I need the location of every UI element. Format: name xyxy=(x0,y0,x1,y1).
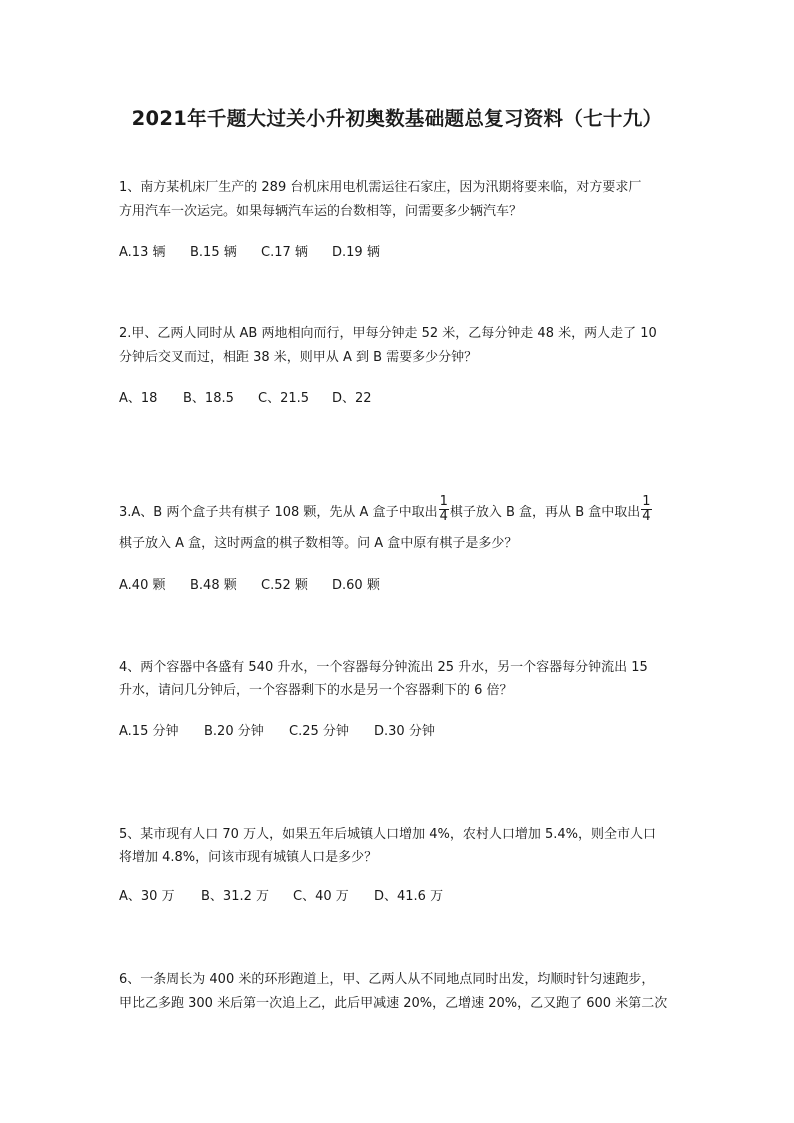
question-2-line-2: 分钟后交叉而过，相距 38 米，则甲从 A 到 B 需要多少分钟？ xyxy=(119,350,478,365)
fraction-numerator: 1 xyxy=(642,494,651,509)
option-d: D.19 辆 xyxy=(332,245,380,260)
option-a: A.40 颗 xyxy=(119,578,166,593)
question-1-line-1: 1、南方某机床厂生产的 289 台机床用电机需运往石家庄，因为汛期将要来临，对方要求厂 xyxy=(119,180,642,195)
option-c: C.52 颗 xyxy=(261,578,308,593)
question-3-line-1 xyxy=(119,494,653,528)
question-3-text-part-1: 3.A、B 两个盒子共有棋子 108 颗，先从 A 盒子中取出 xyxy=(119,505,438,520)
fraction-numerator: 1 xyxy=(439,494,448,509)
question-3-options xyxy=(119,576,380,596)
option-b: B.20 分钟 xyxy=(204,724,264,739)
question-4-line-2: 升水，请问几分钟后，一个容器剩下的水是另一个容器剩下的 6 倍？ xyxy=(119,683,513,698)
option-a: A、30 万 xyxy=(119,889,175,904)
option-b: B.15 辆 xyxy=(190,245,237,260)
fraction-one-quarter xyxy=(641,495,651,524)
question-2-options xyxy=(119,389,372,409)
question-5-line-1: 5、某市现有人口 70 万人，如果五年后城镇人口增加 4%，农村人口增加 5.4%，则全市人口 xyxy=(119,827,656,842)
option-d: D、22 xyxy=(332,391,372,406)
option-c: C.17 辆 xyxy=(261,245,308,260)
option-d: D、41.6 万 xyxy=(374,889,444,904)
question-4-options xyxy=(119,722,435,742)
question-6-line-2: 甲比乙多跑 300 米后第一次追上乙，此后甲减速 20%，乙增速 20%，乙又跑了 600 米第二次 xyxy=(119,996,668,1011)
question-1-options xyxy=(119,243,380,263)
question-2-line-1: 2.甲、乙两人同时从 AB 两地相向而行，甲每分钟走 52 米，乙每分钟走 48 米，两人走了 10 xyxy=(119,326,657,341)
question-4-line-1: 4、两个容器中各盛有 540 升水，一个容器每分钟流出 25 升水，另一个容器每分钟流出 15 xyxy=(119,660,648,675)
question-5-options xyxy=(119,887,443,907)
question-3-line-2: 棋子放入 A 盒，这时两盒的棋子数相等。问 A 盒中原有棋子是多少？ xyxy=(119,536,518,551)
option-c: C.25 分钟 xyxy=(289,724,349,739)
page-title: 2021年千题大过关小升初奥数基础题总复习资料（七十九） xyxy=(131,107,663,130)
option-a: A、18 xyxy=(119,391,158,406)
option-b: B、31.2 万 xyxy=(201,889,269,904)
fraction-one-quarter xyxy=(439,495,449,524)
question-6-line-1: 6、一条周长为 400 米的环形跑道上，甲、乙两人从不同地点同时出发，均顺时针匀速跑步， xyxy=(119,972,655,987)
fraction-denominator: 4 xyxy=(439,509,448,524)
option-c: C、21.5 xyxy=(258,391,310,406)
option-c: C、40 万 xyxy=(293,889,349,904)
option-a: A.15 分钟 xyxy=(119,724,179,739)
question-5-line-2: 将增加 4.8%，问该市现有城镇人口是多少？ xyxy=(119,850,378,865)
option-b: B、18.5 xyxy=(183,391,234,406)
option-b: B.48 颗 xyxy=(190,578,237,593)
question-3-text-part-2: 棋子放入 B 盒，再从 B 盒中取出 xyxy=(449,505,641,520)
option-d: D.60 颗 xyxy=(332,578,380,593)
option-d: D.30 分钟 xyxy=(374,724,435,739)
option-a: A.13 辆 xyxy=(119,245,166,260)
fraction-denominator: 4 xyxy=(642,509,651,524)
question-1-line-2: 方用汽车一次运完。如果每辆汽车运的台数相等，问需要多少辆汽车？ xyxy=(119,204,523,219)
